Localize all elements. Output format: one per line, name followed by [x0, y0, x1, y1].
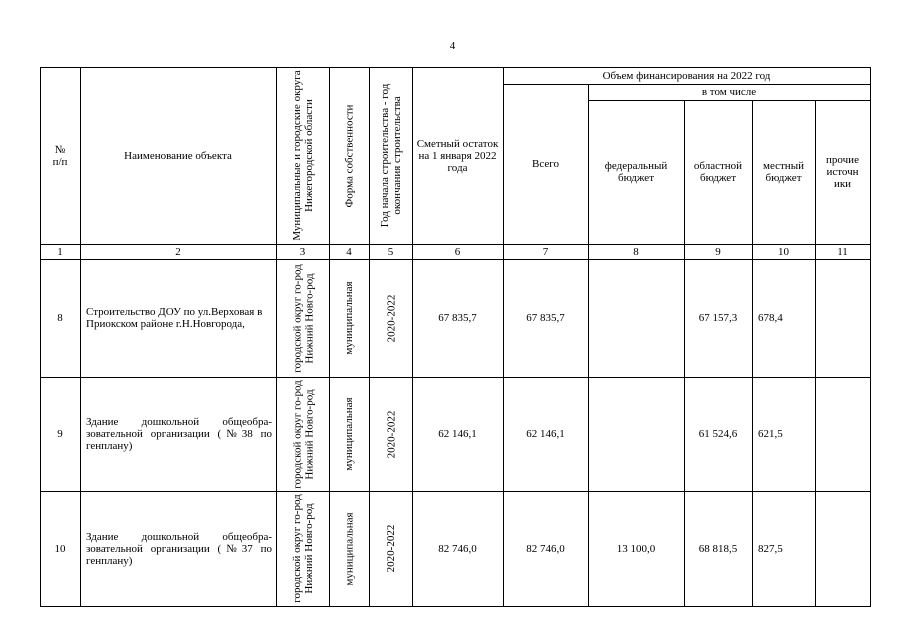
row-years: 2020-2022 [384, 524, 397, 573]
column-number: 10 [778, 245, 789, 258]
row-regional: 68 818,5 [698, 542, 738, 555]
row-regional: 67 157,3 [698, 312, 738, 324]
row-total: 67 835,7 [526, 312, 565, 324]
column-number: 11 [837, 245, 848, 258]
header-municipality: Муниципальные и городские округа Нижегородской области [290, 70, 315, 241]
page-number: 4 [449, 40, 456, 52]
column-number: 3 [299, 245, 306, 258]
column-number: 6 [454, 245, 461, 258]
header-ownership: Форма собственности [343, 104, 355, 207]
row-estimate: 82 746,0 [438, 542, 477, 555]
row-num: 9 [57, 428, 63, 440]
column-number: 4 [346, 245, 352, 258]
row-total: 62 146,1 [526, 428, 565, 440]
row-local: 827,5 [758, 542, 783, 555]
row-years: 2020-2022 [384, 294, 397, 342]
row-municipality: городской округ го-род Нижний Новго-род [290, 494, 315, 603]
row-ownership: муниципальная [343, 281, 355, 355]
column-number: 1 [57, 245, 63, 258]
row-estimate: 62 146,1 [438, 428, 477, 440]
table-border-bottom [40, 606, 871, 607]
row-name: Здание дошкольной общеобра-зовательной организации (№37 по генплану) [86, 530, 272, 567]
header-total: Всего [532, 158, 559, 170]
header-name: Наименование объекта [124, 149, 232, 162]
row-name: Строительство ДОУ по ул.Верховая в Приокском районе г.Н.Новгорода, [86, 306, 263, 330]
row-federal: 13 100,0 [616, 542, 656, 555]
header-regional: областной бюджет [693, 160, 743, 184]
row-num: 8 [57, 312, 63, 324]
header-years: Год начала строительства - год окончания строительства [378, 83, 403, 228]
row-local: 678,4 [758, 312, 783, 324]
header-num: № п/п [52, 143, 68, 168]
row-num: 10 [54, 542, 66, 555]
financing-table [40, 67, 870, 606]
row-federal [588, 377, 684, 491]
header-funding-group: Объем финансирования на 2022 год [602, 69, 771, 82]
row-federal [588, 259, 684, 377]
row-other [815, 491, 870, 606]
row-regional: 61 524,6 [698, 428, 738, 440]
row-local: 621,5 [758, 428, 783, 440]
row-total: 82 746,0 [526, 542, 565, 555]
header-local: местный бюджет [763, 160, 804, 184]
row-other [815, 377, 870, 491]
row-ownership: муниципальная [343, 397, 355, 471]
column-number: 9 [715, 245, 721, 258]
header-including: в том числе [701, 86, 757, 98]
row-municipality: городской округ го-род Нижний Новго-род [290, 263, 315, 373]
column-number: 5 [387, 245, 394, 258]
row-name: Здание дошкольной общеобра-зовательной организации (№38 по генплану) [86, 416, 272, 452]
row-years: 2020-2022 [384, 410, 397, 458]
table-border-right [870, 67, 871, 606]
row-other [815, 259, 870, 377]
header-estimate: Сметный остаток на 1 января 2022 года [416, 137, 499, 174]
row-ownership: муниципальная [343, 511, 355, 586]
row-estimate: 67 835,7 [438, 312, 477, 324]
header-other: прочие источн ики [826, 154, 859, 190]
column-number: 7 [542, 245, 549, 258]
column-number: 8 [633, 245, 639, 258]
row-municipality: городской округ го-род Нижний Новго-род [290, 379, 315, 489]
header-federal: федеральный бюджет [604, 160, 668, 184]
column-number: 2 [175, 245, 181, 258]
